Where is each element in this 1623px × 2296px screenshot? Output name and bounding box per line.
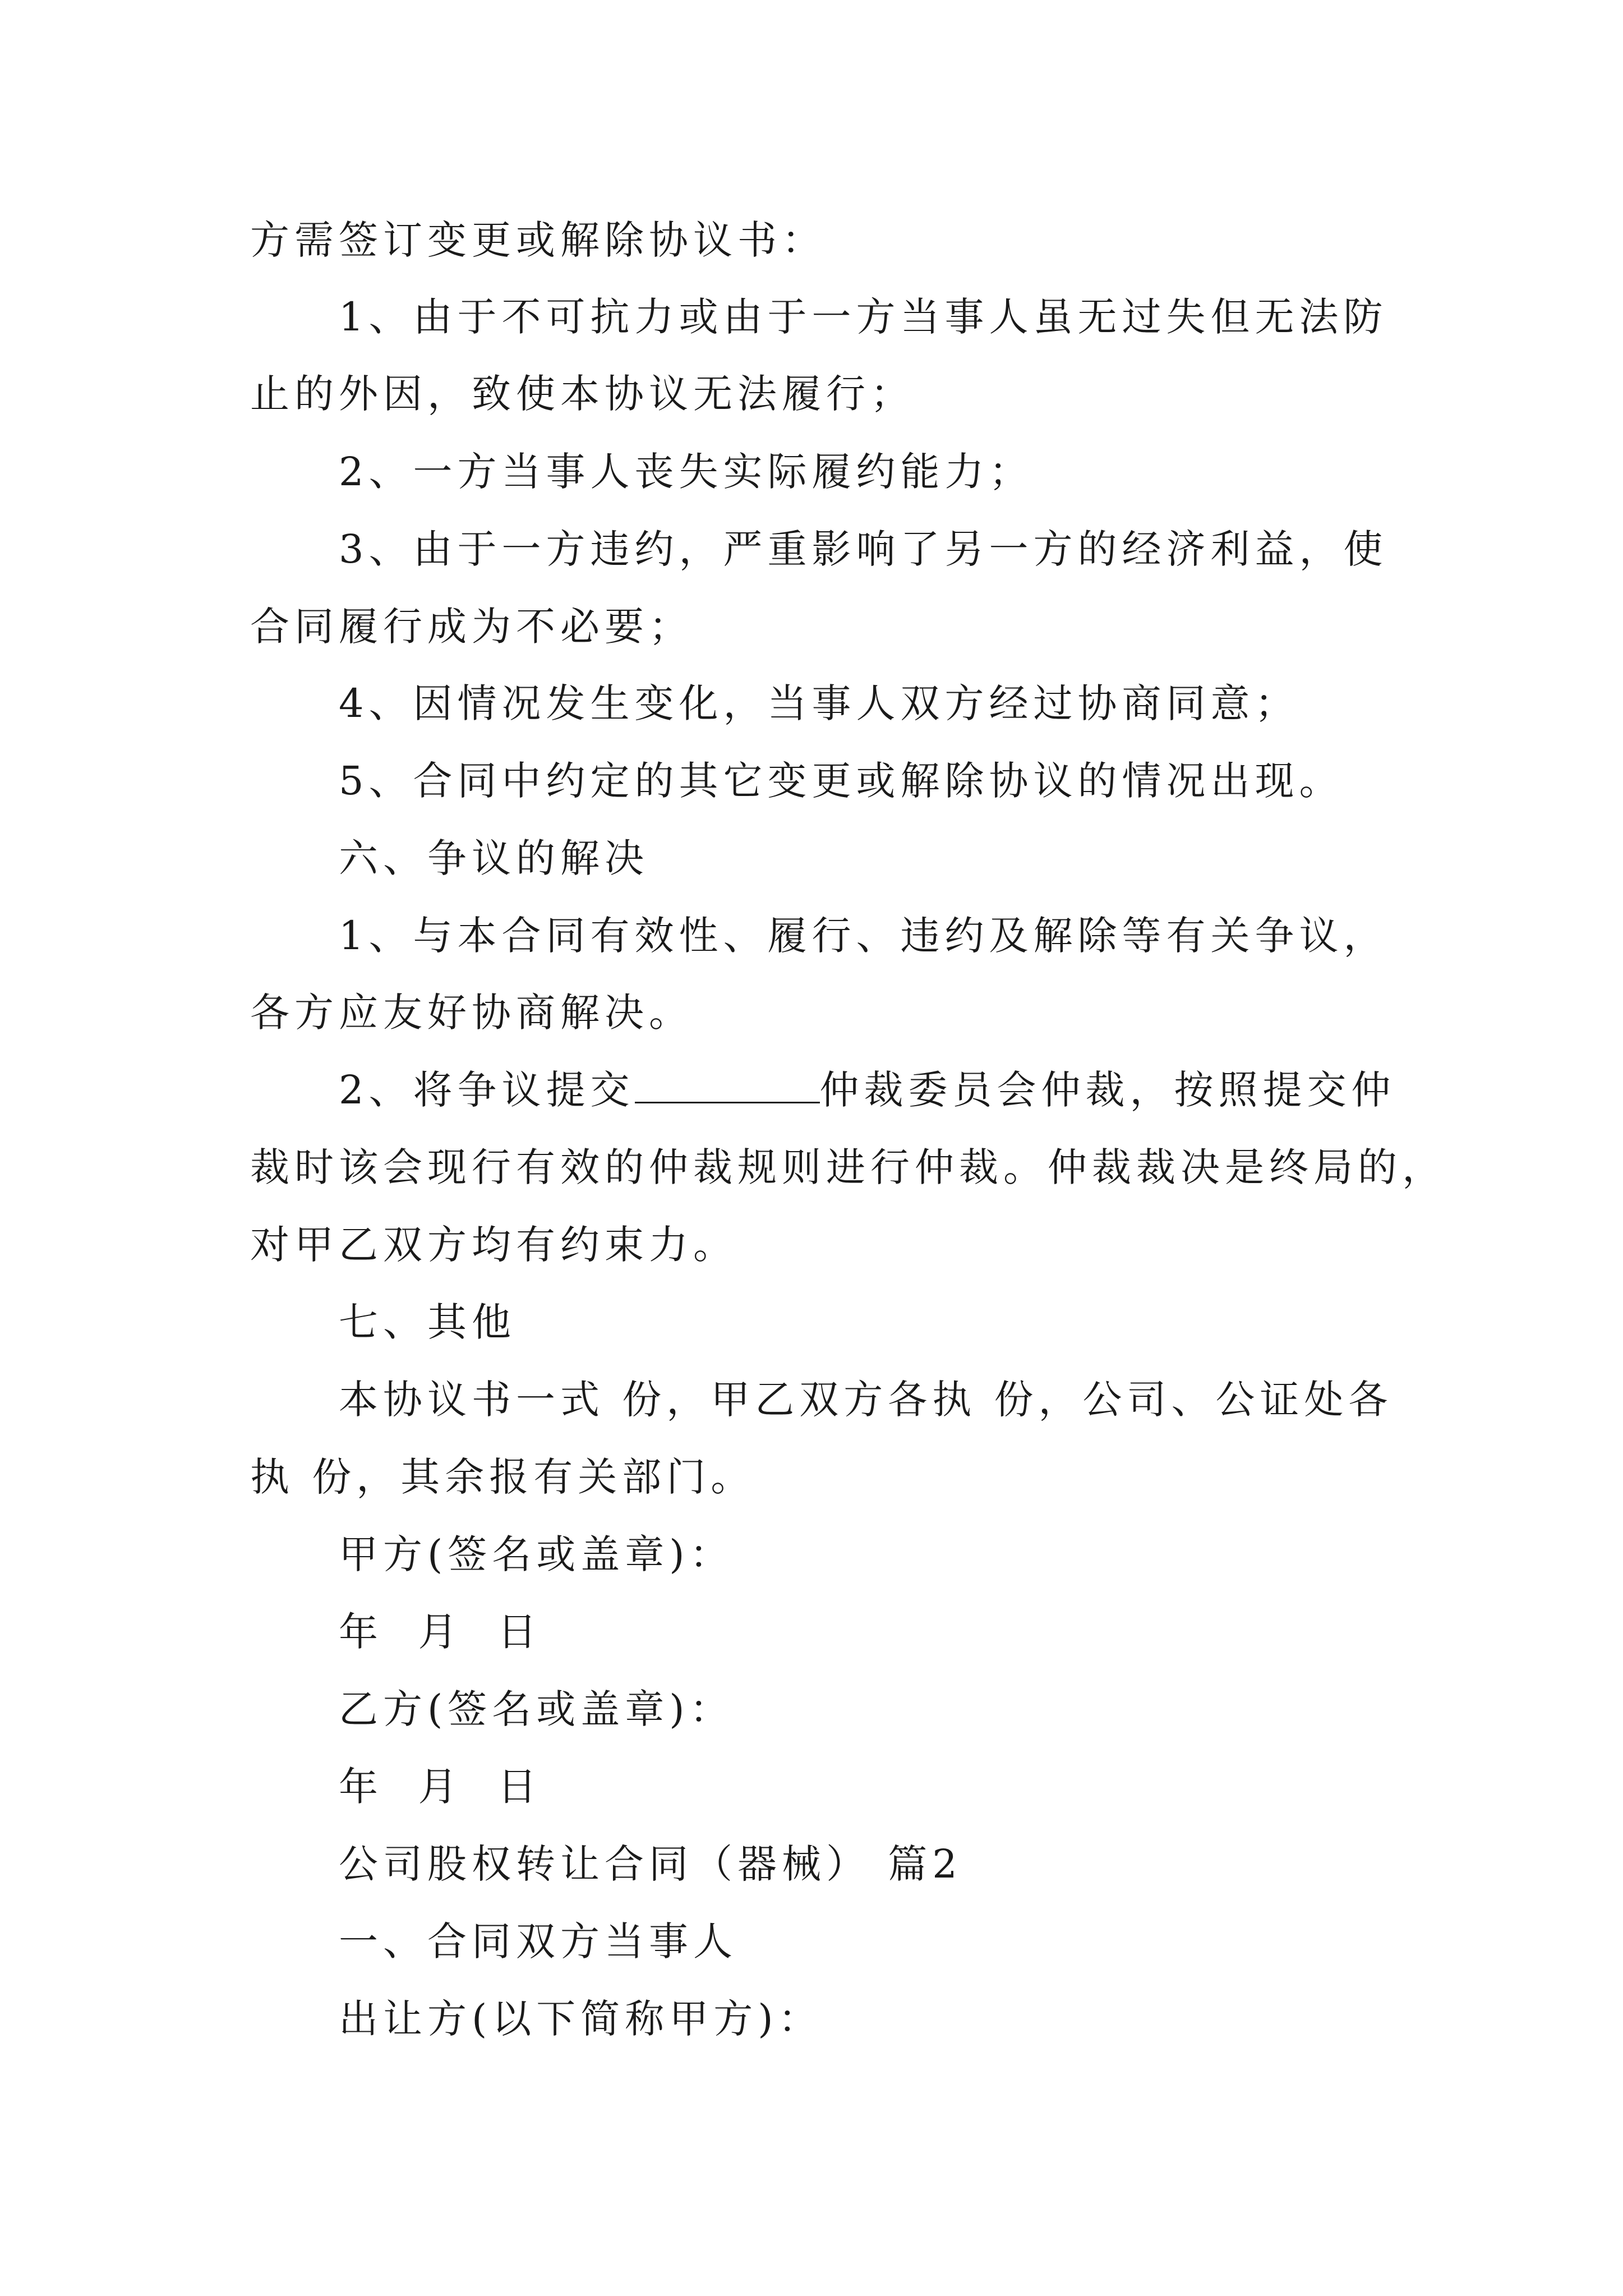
party-b-date: 年 月 日	[339, 1764, 542, 1810]
clause-3-line-1: 3、由于一方违约，严重影响了另一方的经济利益，使	[339, 526, 1388, 572]
clause-5: 5、合同中约定的其它变更或解除协议的情况出现。	[339, 758, 1344, 804]
dispute-clause-2-line-1	[339, 1065, 1396, 1115]
clause-1-line-1: 1、由于不可抗力或由于一方当事人虽无过失但无法防	[339, 294, 1388, 340]
party-a-signature: 甲方(签名或盖章)：	[339, 1531, 734, 1577]
dispute-clause-1-line-2: 各方应友好协商解决。	[250, 990, 693, 1036]
clause-3-line-2: 合同履行成为不必要；	[250, 604, 693, 650]
dispute-clause-2-suffix: 仲裁委员会仲裁，按照提交仲	[819, 1067, 1396, 1113]
section-heading-other: 七、其他	[339, 1299, 516, 1345]
dispute-clause-2-line-2: 裁时该会现行有效的仲裁规则进行仲裁。仲裁裁决是终局的，	[250, 1144, 1446, 1190]
copies-line-2: 执 份，其余报有关部门。	[250, 1454, 755, 1500]
paragraph-line: 方需签订变更或解除协议书：	[250, 217, 826, 263]
transferor-line: 出让方(以下简称甲方)：	[339, 1996, 823, 2042]
copies-line-1: 本协议书一式 份，甲乙双方各执 份，公司、公证处各	[339, 1377, 1393, 1423]
dispute-clause-1-line-1: 1、与本合同有效性、履行、违约及解除等有关争议，	[339, 913, 1388, 959]
party-a-date: 年 月 日	[339, 1609, 542, 1655]
dispute-clause-2-line-3: 对甲乙双方均有约束力。	[250, 1222, 737, 1268]
arbitration-blank	[635, 1068, 820, 1103]
clause-4: 4、因情况发生变化，当事人双方经过协商同意；	[339, 680, 1299, 726]
dispute-clause-2-prefix: 2、将争议提交	[339, 1067, 635, 1113]
contract-title: 公司股权转让合同（器械） 篇2	[339, 1841, 962, 1887]
section-heading-parties: 一、合同双方当事人	[339, 1918, 737, 1964]
section-heading-dispute: 六、争议的解决	[339, 835, 649, 881]
party-b-signature: 乙方(签名或盖章)：	[339, 1686, 734, 1732]
clause-2: 2、一方当事人丧失实际履约能力；	[339, 449, 1034, 495]
clause-1-line-2: 止的外因，致使本协议无法履行；	[250, 371, 915, 417]
